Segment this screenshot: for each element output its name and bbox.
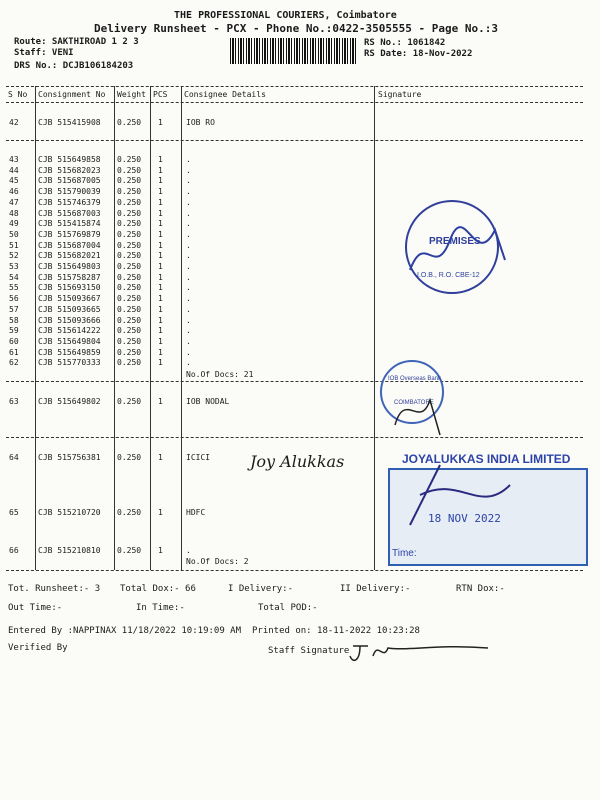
staff: Staff: VENI: [14, 48, 74, 58]
row-pcs: 1: [158, 262, 163, 271]
row-sno: 45: [9, 176, 19, 186]
row-weight: 0.250: [117, 397, 142, 406]
row-consignee: IOB NODAL: [186, 397, 230, 406]
row-pcs: 1: [158, 208, 163, 218]
table-row: [0, 117, 600, 128]
row-weight: 0.250: [117, 347, 142, 357]
route: Route: SAKTHIROAD 1 2 3: [14, 37, 139, 47]
barcode: [230, 38, 358, 64]
out-time: Out Time:-: [8, 603, 63, 613]
row-pcs: 1: [158, 176, 163, 186]
row-consignee: .: [186, 283, 191, 293]
col-sno: S No: [8, 90, 28, 99]
row-sno: 59: [9, 326, 19, 336]
row-pcs: 1: [158, 304, 163, 314]
rs-date: RS Date: 18-Nov-2022: [364, 49, 473, 59]
row-consignment: CJB 515758287: [38, 272, 101, 282]
row-consignment: CJB 515790039: [38, 187, 101, 197]
row-weight: 0.250: [117, 326, 142, 336]
joyalukkas-time: Time:: [392, 548, 417, 559]
row-pcs: 1: [158, 240, 163, 250]
divider: [6, 86, 583, 87]
verified-by: Verified By: [8, 643, 68, 653]
row-weight: 0.250: [117, 229, 142, 239]
row-consignee: .: [186, 262, 191, 271]
row-consignee: .: [186, 315, 191, 325]
signature-scribble-3: [400, 455, 520, 535]
row-consignee: .: [186, 197, 191, 207]
joyalukkas-name: JOYALUKKAS INDIA LIMITED: [402, 452, 571, 466]
row-weight: 0.250: [117, 315, 142, 325]
row-consignment: CJB 515210720: [38, 508, 101, 517]
row-pcs: 1: [158, 118, 163, 127]
row-consignment: CJB 515210810: [38, 546, 101, 555]
runsheet-title: Delivery Runsheet - PCX - Phone No.:0422-3505555 - Page No.:3: [94, 22, 498, 35]
row-sno: 42: [9, 118, 19, 127]
row-weight: 0.250: [117, 294, 142, 304]
drs-number: DRS No.: DCJB106184203: [14, 61, 134, 71]
row-sno: 50: [9, 229, 19, 239]
row-consignee: IOB RO: [186, 118, 215, 127]
row-consignment: CJB 515649859: [38, 347, 101, 357]
total-dox: Total Dox:- 66: [120, 584, 196, 594]
staff-signature-label: Staff Signature: [268, 646, 350, 656]
row-sno: 57: [9, 304, 19, 314]
total-pod: Total POD:-: [258, 603, 318, 613]
stamp-premises-sub: I.O.B., R.O. CBE-12: [417, 272, 480, 279]
row-consignment: CJB 515682023: [38, 165, 101, 175]
i-delivery: I Delivery:-: [228, 584, 294, 594]
row-sno: 62: [9, 358, 19, 368]
row-weight: 0.250: [117, 546, 142, 555]
row-sno: 66: [9, 546, 19, 555]
row-consignee: .: [186, 326, 191, 336]
row-pcs: 1: [158, 508, 163, 517]
row-pcs: 1: [158, 197, 163, 207]
tot-runsheet: Tot. Runsheet:- 3: [8, 584, 101, 594]
row-consignment: CJB 515614222: [38, 326, 101, 336]
row-pcs: 1: [158, 326, 163, 336]
row-consignee: .: [186, 208, 191, 218]
row-pcs: 1: [158, 155, 163, 164]
signature-scribble: [405, 210, 515, 290]
row-consignee: ICICI: [186, 453, 211, 462]
row-consignee: .: [186, 546, 191, 555]
row-pcs: 1: [158, 397, 163, 406]
row-weight: 0.250: [117, 219, 142, 229]
table-row: [0, 325, 600, 336]
row-consignment: CJB 515770333: [38, 358, 101, 368]
row-sno: 51: [9, 240, 19, 250]
col-consignee: Consignee Details: [184, 90, 266, 99]
col-signature: Signature: [378, 90, 422, 99]
docs-count-21: No.Of Docs: 21: [186, 370, 254, 379]
row-pcs: 1: [158, 272, 163, 282]
rtn-dox: RTN Dox:-: [456, 584, 505, 594]
rs-number: RS No.: 1061842: [364, 38, 446, 48]
row-pcs: 1: [158, 336, 163, 346]
divider: [6, 140, 583, 141]
row-consignment: CJB 515756381: [38, 453, 101, 462]
row-consignee: HDFC: [186, 508, 206, 517]
divider: [6, 381, 583, 382]
row-consignment: CJB 515682021: [38, 251, 101, 261]
row-weight: 0.250: [117, 240, 142, 250]
row-consignee: .: [186, 358, 191, 368]
table-row: [0, 304, 600, 315]
table-row: [0, 175, 600, 186]
row-consignment: CJB 515093666: [38, 315, 101, 325]
row-consignment: CJB 515769879: [38, 229, 101, 239]
row-consignee: .: [186, 336, 191, 346]
row-sno: 52: [9, 251, 19, 261]
row-sno: 44: [9, 165, 19, 175]
stamp-premises-text: PREMISES: [429, 236, 481, 247]
row-consignee: .: [186, 304, 191, 314]
col-weight: Weight: [117, 90, 146, 99]
row-weight: 0.250: [117, 358, 142, 368]
ii-delivery: II Delivery:-: [340, 584, 411, 594]
row-sno: 54: [9, 272, 19, 282]
stamp-overseas-sub: COIMBATORE: [394, 400, 434, 406]
row-pcs: 1: [158, 219, 163, 229]
row-consignment: CJB 515415908: [38, 118, 101, 127]
table-row: [0, 396, 600, 407]
table-row: [0, 357, 600, 368]
company-name: THE PROFESSIONAL COURIERS, Coimbatore: [174, 10, 397, 21]
row-consignee: .: [186, 240, 191, 250]
row-sno: 61: [9, 347, 19, 357]
row-consignee: .: [186, 347, 191, 357]
row-weight: 0.250: [117, 208, 142, 218]
table-row: [0, 154, 600, 165]
row-sno: 53: [9, 262, 19, 271]
row-weight: 0.250: [117, 453, 142, 462]
row-sno: 47: [9, 197, 19, 207]
handwritten-name: Joy Alukkas: [250, 452, 345, 471]
row-consignment: CJB 515093667: [38, 294, 101, 304]
table-row: [0, 186, 600, 197]
row-pcs: 1: [158, 251, 163, 261]
row-weight: 0.250: [117, 304, 142, 314]
row-pcs: 1: [158, 453, 163, 462]
row-consignment: CJB 515093665: [38, 304, 101, 314]
printed-on: Printed on: 18-11-2022 10:23:28: [252, 626, 420, 636]
row-pcs: 1: [158, 294, 163, 304]
row-weight: 0.250: [117, 262, 142, 271]
row-consignee: .: [186, 219, 191, 229]
row-consignment: CJB 515649802: [38, 397, 101, 406]
row-sno: 55: [9, 283, 19, 293]
in-time: In Time:-: [136, 603, 185, 613]
row-pcs: 1: [158, 283, 163, 293]
divider: [6, 437, 583, 438]
joyalukkas-date: 18 NOV 2022: [428, 512, 501, 525]
col-consignment: Consignment No: [38, 90, 106, 99]
row-consignment: CJB 515687003: [38, 208, 101, 218]
row-consignee: .: [186, 229, 191, 239]
row-consignee: .: [186, 187, 191, 197]
entered-by: Entered By :NAPPINAX 11/18/2022 10:19:09 AM: [8, 626, 241, 636]
row-consignee: .: [186, 294, 191, 304]
divider: [6, 570, 583, 571]
row-weight: 0.250: [117, 272, 142, 282]
row-weight: 0.250: [117, 187, 142, 197]
row-weight: 0.250: [117, 176, 142, 186]
signature-scribble-2: [390, 380, 450, 440]
row-pcs: 1: [158, 347, 163, 357]
table-row: [0, 165, 600, 176]
row-consignee: .: [186, 165, 191, 175]
row-pcs: 1: [158, 315, 163, 325]
row-weight: 0.250: [117, 165, 142, 175]
staff-signature-scribble: [348, 636, 498, 666]
row-sno: 60: [9, 336, 19, 346]
row-sno: 64: [9, 453, 19, 462]
row-consignment: CJB 515649858: [38, 155, 101, 164]
row-consignee: .: [186, 155, 191, 164]
row-pcs: 1: [158, 229, 163, 239]
row-sno: 58: [9, 315, 19, 325]
docs-count-2: No.Of Docs: 2: [186, 557, 249, 566]
row-consignment: CJB 515687004: [38, 240, 101, 250]
row-pcs: 1: [158, 358, 163, 368]
stamp-overseas-text: IOB Overseas Bank: [388, 376, 442, 382]
row-sno: 48: [9, 208, 19, 218]
row-sno: 49: [9, 219, 19, 229]
row-weight: 0.250: [117, 336, 142, 346]
row-weight: 0.250: [117, 283, 142, 293]
row-consignment: CJB 515649804: [38, 336, 101, 346]
row-consignee: .: [186, 272, 191, 282]
row-consignment: CJB 515746379: [38, 197, 101, 207]
row-weight: 0.250: [117, 197, 142, 207]
row-sno: 63: [9, 397, 19, 406]
row-pcs: 1: [158, 546, 163, 555]
table-row: [0, 336, 600, 347]
table-row: [0, 315, 600, 326]
row-weight: 0.250: [117, 508, 142, 517]
divider: [6, 102, 583, 103]
row-sno: 56: [9, 294, 19, 304]
row-pcs: 1: [158, 187, 163, 197]
row-sno: 65: [9, 508, 19, 517]
col-pcs: PCS: [153, 90, 168, 99]
table-row: [0, 197, 600, 208]
row-pcs: 1: [158, 165, 163, 175]
row-consignment: CJB 515649803: [38, 262, 101, 271]
row-weight: 0.250: [117, 118, 142, 127]
row-weight: 0.250: [117, 155, 142, 164]
row-consignee: .: [186, 251, 191, 261]
row-consignment: CJB 515687005: [38, 176, 101, 186]
row-consignment: CJB 515415874: [38, 219, 101, 229]
row-weight: 0.250: [117, 251, 142, 261]
table-row: [0, 347, 600, 358]
table-row: [0, 293, 600, 304]
row-consignee: .: [186, 176, 191, 186]
table-header: [0, 89, 600, 100]
row-consignment: CJB 515693150: [38, 283, 101, 293]
row-sno: 46: [9, 187, 19, 197]
row-sno: 43: [9, 155, 19, 164]
